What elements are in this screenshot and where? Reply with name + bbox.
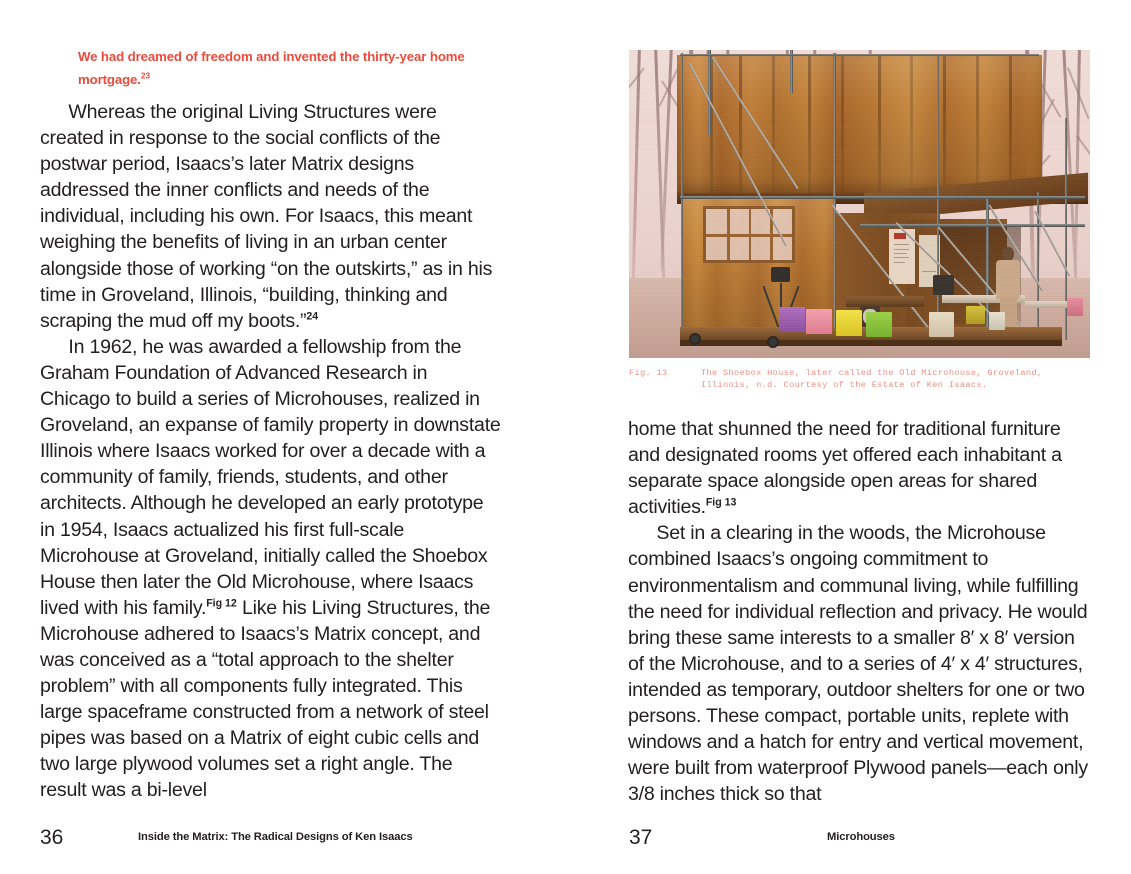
epigraph-text: We had dreamed of freedom and invented the thirty-year home mortgage.	[78, 49, 465, 87]
figure-caption-label: Fig. 13	[629, 368, 668, 378]
paragraph	[40, 334, 502, 804]
photograph-shoebox-house	[629, 50, 1090, 358]
interior-side-table	[1025, 301, 1066, 308]
frame-post	[708, 50, 711, 136]
frame-rail	[860, 224, 1086, 227]
right-column-body-text	[628, 416, 1090, 807]
crate-purple	[779, 307, 805, 332]
figure-reference-marker: Fig 13	[705, 496, 737, 509]
page-left	[0, 0, 565, 874]
crate-pink	[806, 309, 832, 334]
deck-platform-edge	[680, 340, 1063, 346]
paragraph-run: In 1962, he was awarded a fellowship from the Graham Foundation of Advanced Research in Chicago to build a series of Microhouses, realized in Groveland, an expanse of family property in downstate Illinois where Isaacs worked for over a decade with a community of family, friends, students, and other architects. Although he developed an early prototype in 1954, Isaacs actualized his first full-scale Microhouse at Groveland, initially called the Shoebox House then later the Old Microhouse, where Isaacs lived with his family.	[40, 335, 501, 619]
person-torso	[996, 260, 1019, 299]
page-number-right: 37	[629, 826, 653, 849]
crate-yellow	[836, 310, 862, 335]
crate-edge-pink	[1067, 298, 1083, 316]
left-column-body-text	[40, 99, 502, 804]
frame-rail	[680, 196, 1086, 199]
page-number-left: 36	[40, 826, 64, 849]
crate-green	[866, 312, 892, 337]
paragraph-run: Set in a clearing in the woods, the Microhouse combined Isaacs’s ongoing commitment to environmentalism and communal living, while fulfilling the need for individual reflection and privacy. He would bring these same interests to a smaller 8′ x 8′ version of the Microhouse, and to a series of 4′ x 4′ structures, intended as temporary, outdoor shelters for one or two persons. These compact, portable units, replete with windows and a hatch for entry and vertical movement, were built from waterproof Plywood panels—each only 3/8 inches thick so that	[628, 522, 1088, 806]
figure-caption-line: The Shoebox House, later called the Old Microhouse, Groveland,	[701, 368, 1043, 378]
crate-cream	[929, 312, 955, 337]
person-head	[1002, 247, 1014, 261]
frame-post	[790, 50, 793, 93]
camera-body	[771, 267, 790, 282]
paragraph-run: home that shunned the need for traditional furniture and designated rooms yet offered each inhabitant a separate space alongside open areas for shared activities.	[628, 418, 1062, 519]
paragraph	[628, 520, 1090, 807]
epigraph	[78, 46, 498, 91]
figure-caption-line: Illinois, n.d. Courtesy of the Estate of Ken Isaacs.	[701, 379, 988, 390]
footnote-marker: 24	[306, 310, 319, 323]
frame-rail	[680, 54, 1040, 57]
paragraph-run: Whereas the original Living Structures were created in response to the social conflicts of the postwar period, Isaacs’s later Matrix designs addressed the inner conflicts and needs of the individual, including his own. For Isaacs, this meant weighing the benefits of living in an urban center alongside those of working “on the outskirts,” as in his time in Groveland, Illinois, “building, thinking and scraping the mud off my boots.”	[40, 101, 493, 332]
epigraph-note-marker: 23	[140, 70, 150, 81]
running-head-right: Microhouses	[827, 831, 895, 843]
upper-plywood-volume	[677, 55, 1041, 195]
paragraph	[40, 99, 502, 334]
crate-olive	[966, 306, 985, 324]
crate-pale	[989, 312, 1006, 330]
interior-bench	[846, 296, 924, 306]
figure-13	[629, 50, 1090, 358]
paragraph-run: Like his Living Structures, the Microhouse adhered to Isaacs’s Matrix concept, and was conceived as a “total approach to the shelter problem” with all components fully integrated. This large spaceframe constructed from a network of steel pipes was based on a Matrix of eight cubic cells and two large plywood volumes set a right angle. The result was a bi-level	[40, 596, 491, 802]
figure-reference-marker: Fig 12	[206, 597, 237, 610]
interior-monitor	[933, 275, 954, 295]
paragraph	[628, 416, 1090, 520]
running-head-left: Inside the Matrix: The Radical Designs of Ken Isaacs	[138, 831, 413, 843]
figure-caption	[629, 368, 1099, 391]
